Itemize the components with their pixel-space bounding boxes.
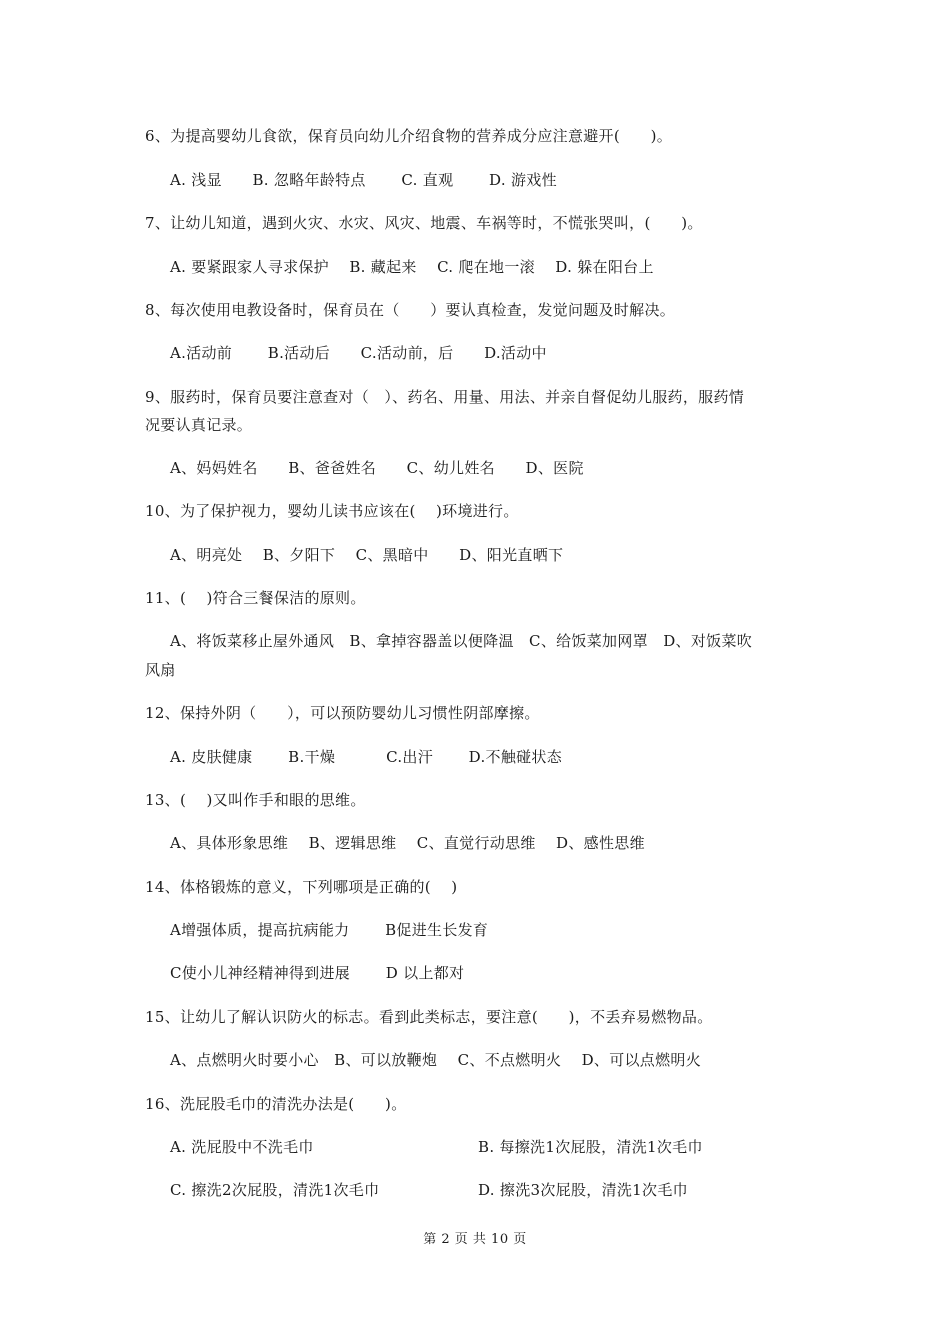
question-13-options: A、具体形象思维 B、逻辑思维 C、直觉行动思维 D、感性思维 <box>170 834 645 852</box>
question-14-stem: 14、体格锻炼的意义，下列哪项是正确的( ) <box>145 878 458 896</box>
question-15-options: A、点燃明火时要小心 B、可以放鞭炮 C、不点燃明火 D、可以点燃明火 <box>170 1051 701 1069</box>
question-12-options: A. 皮肤健康 B.干燥 C.出汗 D.不触碰状态 <box>170 748 563 766</box>
question-8-options: A.活动前 B.活动后 C.活动前，后 D.活动中 <box>170 344 547 362</box>
question-11-stem: 11、( )符合三餐保洁的原则。 <box>145 589 366 607</box>
question-7-stem: 7、让幼儿知道，遇到火灾、水灾、风灾、地震、车祸等时，不慌张哭叫，( )。 <box>145 214 703 232</box>
question-16-option-c: C. 擦洗2次屁股，清洗1次毛巾 <box>170 1181 380 1199</box>
question-11-options-line-1: A、将饭菜移止屋外通风 B、拿掉容器盖以便降温 C、给饭菜加网罩 D、对饭菜吹 <box>170 632 753 650</box>
question-10-stem: 10、为了保护视力，婴幼儿读书应该在( )环境进行。 <box>145 502 519 520</box>
question-8-stem: 8、每次使用电教设备时，保育员在（ ）要认真检查，发觉问题及时解决。 <box>145 301 676 319</box>
question-16-option-b: B. 每擦洗1次屁股，清洗1次毛巾 <box>478 1138 703 1156</box>
question-9-stem-line-1: 9、服药时，保育员要注意查对（ ）、药名、用量、用法、并亲自督促幼儿服药，服药情 <box>145 388 745 406</box>
page-footer: 第 2 页 共 10 页 <box>423 1232 527 1247</box>
question-14-options-line-2: C使小儿神经精神得到进展 D 以上都对 <box>170 964 465 982</box>
question-11-options-line-2: 风扇 <box>145 661 176 679</box>
question-13-stem: 13、( )又叫作手和眼的思维。 <box>145 791 366 809</box>
question-9-stem-line-2: 况要认真记录。 <box>145 416 253 434</box>
question-16-stem: 16、洗屁股毛巾的清洗办法是( )。 <box>145 1095 407 1113</box>
question-6-stem: 6、为提高婴幼儿食欲，保育员向幼儿介绍食物的营养成分应注意避开( )。 <box>145 127 673 145</box>
question-16-option-d: D. 擦洗3次屁股，清洗1次毛巾 <box>478 1181 688 1199</box>
question-9-options: A、妈妈姓名 B、爸爸姓名 C、幼儿姓名 D、医院 <box>170 459 584 477</box>
question-6-options: A. 浅显 B. 忽略年龄特点 C. 直观 D. 游戏性 <box>170 171 557 189</box>
question-10-options: A、明亮处 B、夕阳下 C、黑暗中 D、阳光直晒下 <box>170 546 564 564</box>
question-7-options: A. 要紧跟家人寻求保护 B. 藏起来 C. 爬在地一滚 D. 躲在阳台上 <box>170 258 654 276</box>
question-15-stem: 15、让幼儿了解认识防火的标志。看到此类标志，要注意( )，不丢弃易燃物品。 <box>145 1008 713 1026</box>
question-14-options-line-1: A增强体质，提高抗病能力 B促进生长发育 <box>170 921 489 939</box>
question-12-stem: 12、保持外阴（ ），可以预防婴幼儿习惯性阴部摩擦。 <box>145 704 540 722</box>
question-16-option-a: A. 洗屁股中不洗毛巾 <box>170 1138 314 1156</box>
